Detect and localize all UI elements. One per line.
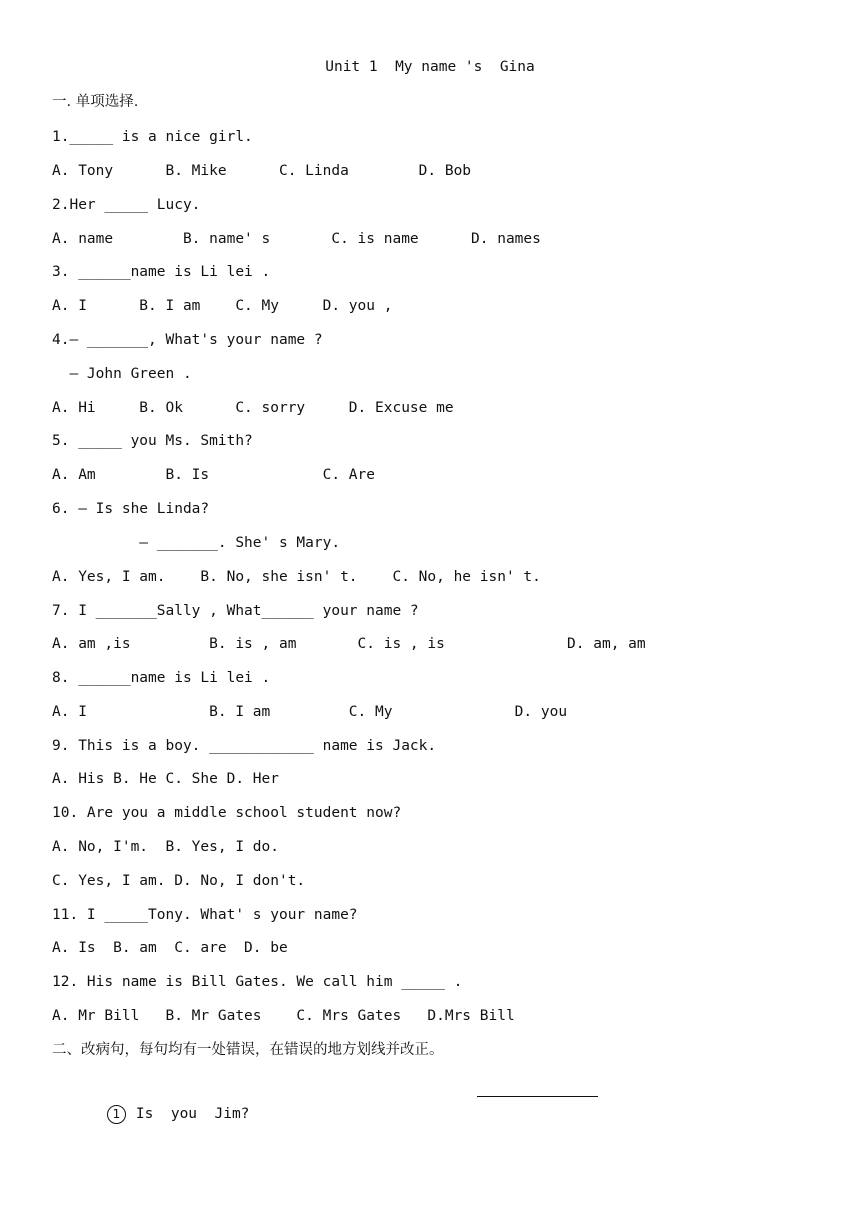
question-2: 2.Her _____ Lucy. [52, 197, 201, 213]
options-11: A. Is B. am C. are D. be [52, 940, 288, 956]
question-4: 4.— _______, What's your name ? [52, 332, 323, 348]
question-11: 11. I _____Tony. What' s your name? [52, 907, 358, 923]
question-4-reply: — John Green . [52, 366, 192, 382]
options-6: A. Yes, I am. B. No, she isn' t. C. No, he isn' t. [52, 569, 541, 585]
circled-number-marker: 1 [107, 1105, 126, 1124]
options-8: A. I B. I am C. My D. you [52, 704, 568, 720]
section-heading-multiple-choice: 一. 单项选择. [52, 94, 139, 110]
correction-question-1 [72, 1078, 250, 1122]
options-3: A. I B. I am C. My D. you , [52, 298, 393, 314]
question-5: 5. _____ you Ms. Smith? [52, 433, 253, 449]
question-3: 3. ______name is Li lei . [52, 264, 271, 280]
options-1: A. Tony B. Mike C. Linda D. Bob [52, 163, 472, 179]
page-title: Unit 1 My name 's Gina [325, 59, 535, 75]
question-1: 1._____ is a nice girl. [52, 129, 253, 145]
question-6: 6. — Is she Linda? [52, 501, 210, 517]
question-7: 7. I _______Sally , What______ your name ? [52, 603, 419, 619]
question-6-reply: — _______. She' s Mary. [52, 535, 341, 551]
options-10a: A. No, I'm. B. Yes, I do. [52, 839, 279, 855]
question-12: 12. His name is Bill Gates. We call him _____ . [52, 974, 463, 990]
answer-blank-line[interactable] [477, 1096, 598, 1097]
options-10b: C. Yes, I am. D. No, I don't. [52, 873, 306, 889]
question-9: 9. This is a boy. ____________ name is Jack. [52, 738, 437, 754]
section-heading-correction: 二、改病句，每句均有一处错误，在错误的地方划线并改正。 [52, 1042, 444, 1058]
options-7: A. am ,is B. is , am C. is , is D. am, am [52, 636, 646, 652]
options-2: A. name B. name' s C. is name D. names [52, 231, 541, 247]
question-10: 10. Are you a middle school student now? [52, 805, 402, 821]
options-9: A. His B. He C. She D. Her [52, 771, 279, 787]
options-12: A. Mr Bill B. Mr Gates C. Mrs Gates D.Mrs Bill [52, 1008, 515, 1024]
question-8: 8. ______name is Li lei . [52, 670, 271, 686]
options-5: A. Am B. Is C. Are [52, 467, 376, 483]
correction-sentence: Is you Jim? [135, 1106, 250, 1122]
options-4: A. Hi B. Ok C. sorry D. Excuse me [52, 400, 454, 416]
